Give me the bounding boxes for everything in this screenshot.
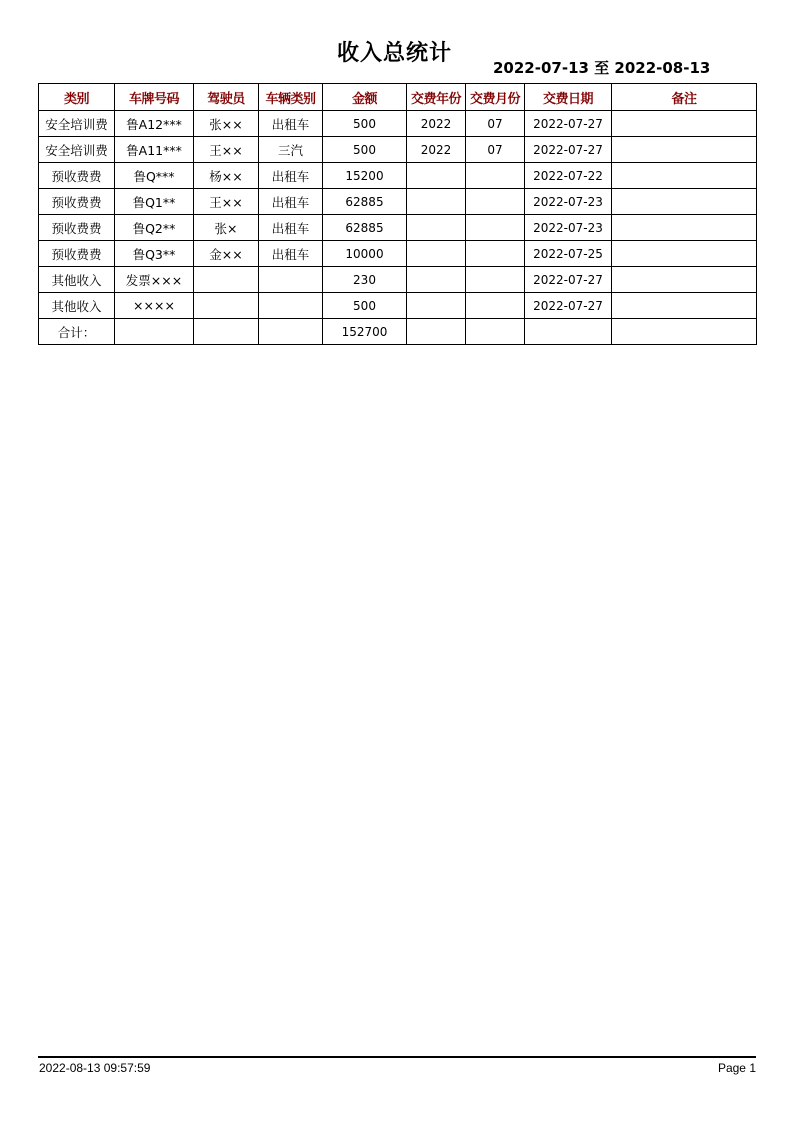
cell-payment-month [466, 163, 525, 189]
cell-plate-number: ×××× [115, 293, 194, 319]
cell-payment-date: 2022-07-27 [525, 293, 612, 319]
cell-vehicle-type: 出租车 [259, 215, 323, 241]
cell-category: 预收费费 [39, 215, 115, 241]
cell-driver: 杨×× [194, 163, 259, 189]
cell-plate-number: 发票××× [115, 267, 194, 293]
cell-vehicle-type: 出租车 [259, 189, 323, 215]
report-date-range: 2022-07-13 至 2022-08-13 [493, 59, 711, 77]
cell-remarks [612, 293, 757, 319]
table-row [39, 189, 757, 215]
header-payment-date: 交费日期 [525, 84, 612, 111]
cell-amount: 62885 [323, 189, 407, 215]
cell-remarks [612, 163, 757, 189]
cell-payment-date: 2022-07-23 [525, 215, 612, 241]
cell-payment-year [407, 267, 466, 293]
cell-driver [194, 267, 259, 293]
cell-vehicle-type [259, 293, 323, 319]
total-empty-cell [466, 319, 525, 345]
cell-amount: 500 [323, 293, 407, 319]
cell-payment-date: 2022-07-27 [525, 137, 612, 163]
cell-driver: 王×× [194, 189, 259, 215]
header-remarks: 备注 [612, 84, 757, 111]
cell-category: 其他收入 [39, 293, 115, 319]
cell-payment-date: 2022-07-25 [525, 241, 612, 267]
cell-driver [194, 293, 259, 319]
cell-amount: 500 [323, 137, 407, 163]
header-vehicle-type: 车辆类别 [259, 84, 323, 111]
cell-payment-year [407, 215, 466, 241]
cell-payment-month [466, 267, 525, 293]
cell-vehicle-type: 出租车 [259, 111, 323, 137]
cell-remarks [612, 111, 757, 137]
print-timestamp: 2022-08-13 09:57:59 [39, 1061, 151, 1075]
cell-amount: 62885 [323, 215, 407, 241]
cell-payment-year [407, 241, 466, 267]
cell-payment-date: 2022-07-27 [525, 267, 612, 293]
cell-category: 其他收入 [39, 267, 115, 293]
cell-category: 安全培训费 [39, 137, 115, 163]
cell-driver: 张×× [194, 111, 259, 137]
total-empty-cell [407, 319, 466, 345]
header-plate-number: 车牌号码 [115, 84, 194, 111]
income-table [38, 83, 757, 345]
table-row [39, 163, 757, 189]
header-category: 类别 [39, 84, 115, 111]
cell-payment-month [466, 215, 525, 241]
cell-vehicle-type: 出租车 [259, 241, 323, 267]
cell-amount: 15200 [323, 163, 407, 189]
cell-category: 预收费费 [39, 189, 115, 215]
table-total-row [39, 319, 757, 345]
cell-driver: 张× [194, 215, 259, 241]
table-row [39, 241, 757, 267]
cell-driver: 金×× [194, 241, 259, 267]
total-label: 合计： [39, 319, 115, 345]
table-row [39, 267, 757, 293]
table-row [39, 215, 757, 241]
cell-plate-number: 鲁Q1** [115, 189, 194, 215]
cell-remarks [612, 189, 757, 215]
cell-payment-month [466, 293, 525, 319]
cell-driver: 王×× [194, 137, 259, 163]
cell-remarks [612, 267, 757, 293]
cell-payment-date: 2022-07-23 [525, 189, 612, 215]
total-empty-cell [194, 319, 259, 345]
cell-plate-number: 鲁Q3** [115, 241, 194, 267]
cell-category: 预收费费 [39, 241, 115, 267]
cell-amount: 10000 [323, 241, 407, 267]
table-header-row [39, 84, 757, 111]
cell-payment-year [407, 293, 466, 319]
total-empty-cell [612, 319, 757, 345]
footer-divider [38, 1056, 756, 1058]
cell-plate-number: 鲁Q*** [115, 163, 194, 189]
cell-payment-month [466, 189, 525, 215]
report-title: 收入总统计 [337, 41, 453, 66]
cell-payment-year: 2022 [407, 111, 466, 137]
cell-vehicle-type [259, 267, 323, 293]
total-empty-cell [525, 319, 612, 345]
cell-remarks [612, 215, 757, 241]
cell-remarks [612, 137, 757, 163]
cell-payment-year [407, 163, 466, 189]
cell-payment-month: 07 [466, 137, 525, 163]
cell-amount: 500 [323, 111, 407, 137]
cell-payment-date: 2022-07-22 [525, 163, 612, 189]
total-amount: 152700 [323, 319, 407, 345]
cell-plate-number: 鲁Q2** [115, 215, 194, 241]
total-empty-cell [259, 319, 323, 345]
total-empty-cell [115, 319, 194, 345]
header-driver: 驾驶员 [194, 84, 259, 111]
header-amount: 金额 [323, 84, 407, 111]
cell-category: 预收费费 [39, 163, 115, 189]
table-row [39, 137, 757, 163]
cell-payment-month [466, 241, 525, 267]
cell-payment-year: 2022 [407, 137, 466, 163]
cell-category: 安全培训费 [39, 111, 115, 137]
table-row [39, 293, 757, 319]
cell-payment-year [407, 189, 466, 215]
table-row [39, 111, 757, 137]
cell-vehicle-type: 三汽 [259, 137, 323, 163]
cell-plate-number: 鲁A11*** [115, 137, 194, 163]
cell-vehicle-type: 出租车 [259, 163, 323, 189]
page-number: Page 1 [717, 1061, 756, 1075]
cell-remarks [612, 241, 757, 267]
cell-payment-date: 2022-07-27 [525, 111, 612, 137]
cell-payment-month: 07 [466, 111, 525, 137]
cell-plate-number: 鲁A12*** [115, 111, 194, 137]
header-payment-month: 交费月份 [466, 84, 525, 111]
header-payment-year: 交费年份 [407, 84, 466, 111]
cell-amount: 230 [323, 267, 407, 293]
